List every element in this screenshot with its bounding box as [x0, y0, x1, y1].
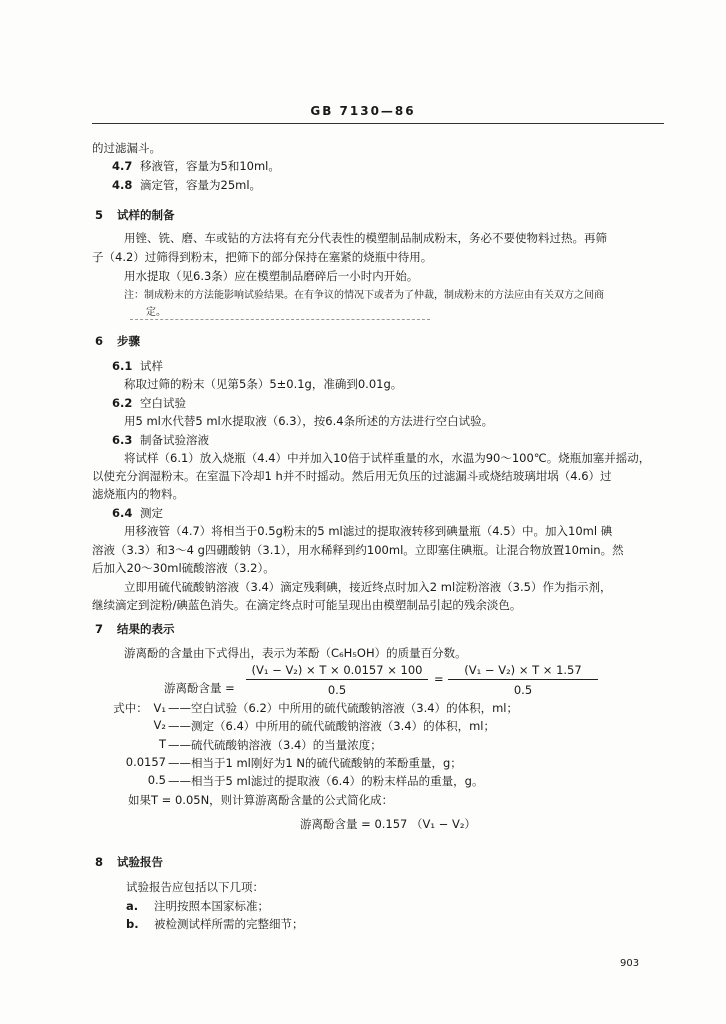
symbol: T — [158, 737, 166, 751]
paragraph-line: 试验报告应包括以下几项： — [126, 880, 264, 894]
symbol-definition: ——测定（6.4）中所用的硫代硫酸钠溶液（3.4）的体积，ml； — [168, 719, 495, 733]
formula-denominator: 0.5 — [513, 683, 533, 697]
list-item: b. 被检测试样所需的完整细节； — [126, 917, 304, 931]
page-number: 903 — [620, 958, 640, 969]
paragraph-line: 溶液（3.3）和3～4 g四硼酸钠（3.1），用水稀释到约100ml。立即塞住碘瓶。让混合物放置10min。然 — [92, 543, 624, 557]
note-divider — [130, 319, 430, 320]
paragraph-line: 滤烧瓶内的物料。 — [92, 487, 184, 501]
paragraph-line: 用5 ml水代替5 ml水提取液（6.3），按6.4条所述的方法进行空白试验。 — [124, 414, 494, 428]
symbol: 式中： V₁ — [113, 701, 166, 715]
paragraph-line: 如果T = 0.05N，则计算游离酚含量的公式简化成： — [128, 793, 394, 807]
section-5-heading: 5 试样的制备 — [95, 208, 175, 222]
section-6-1-heading: 6.1 试样 — [112, 359, 163, 373]
symbol-definition: ——相当于5 ml滤过的提取液（6.4）的粉末样品的重量，g。 — [168, 774, 484, 788]
paragraph-line: 继续滴定到淀粉/碘蓝色消失。在滴定终点时可能呈现出由模塑制品引起的残余淡色。 — [92, 598, 522, 612]
section-7-heading: 7 结果的表示 — [95, 622, 175, 636]
item-text: 移液管，容量为5和10ml。 — [140, 159, 280, 173]
formula-numerator: (V₁ − V₂) × T × 1.57 — [464, 663, 582, 677]
list-item: a. 注明按照本国家标准； — [126, 899, 269, 913]
paragraph-line: 将试样（6.1）放入烧瓶（4.4）中并加入10倍于试样重量的水，水温为90～100℃。烧瓶加塞并摇动， — [124, 451, 651, 465]
symbol-definition: ——相当于1 ml刚好为1 N的硫代硫酸钠的苯酚重量，g； — [168, 756, 462, 770]
section-6-3-heading: 6.3 制备试验溶液 — [112, 433, 209, 447]
formula-equals: = — [434, 672, 444, 686]
fraction-bar — [246, 679, 428, 680]
paragraph-line: 以使充分润湿粉末。在室温下冷却1 h并不时摇动。然后用无负压的过滤漏斗或烧结玻璃坩埚（4.6）过 — [92, 469, 612, 483]
symbol-definition: ——空白试验（6.2）中所用的硫代硫酸钠溶液（3.4）的体积，ml； — [168, 701, 518, 715]
section-6-2-heading: 6.2 空白试验 — [112, 396, 186, 410]
simplified-formula: 游离酚含量 = 0.157 （V₁ − V₂） — [300, 817, 476, 831]
item-4-8 — [112, 177, 261, 193]
continued-text: 的过滤漏斗。 — [92, 141, 161, 155]
paragraph-line: 后加入20～30ml硫酸溶液（3.2）。 — [92, 561, 275, 575]
symbol: V₂ — [153, 718, 166, 732]
formula-denominator: 0.5 — [327, 683, 347, 697]
section-8-heading: 8 试验报告 — [95, 855, 163, 869]
formula-lhs: 游离酚含量 = — [164, 681, 235, 695]
document-header: GB 7130—86 — [310, 104, 416, 118]
paragraph-line: 称取过筛的粉末（见第5条）5±0.1g，准确到0.01g。 — [124, 377, 403, 391]
paragraph-line: 游离酚的含量由下式得出，表示为苯酚（C₆H₅OH）的质量百分数。 — [124, 646, 467, 660]
paragraph-line: 用锉、铣、磨、车或钻的方法将有充分代表性的模塑制品制成粉末，务必不要使物料过热。再筛 — [124, 231, 607, 245]
header-rule — [92, 123, 664, 124]
paragraph-line: 子（4.2）过筛得到粉末，把筛下的部分保持在塞紧的烧瓶中待用。 — [92, 250, 433, 264]
symbol: 0.0157 — [125, 755, 166, 769]
paragraph-line: 立即用硫代硫酸钠溶液（3.4）滴定残剩碘，接近终点时加入2 ml淀粉溶液（3.5）作为指示剂， — [124, 580, 612, 594]
formula-numerator: (V₁ − V₂) × T × 0.0157 × 100 — [251, 663, 423, 677]
item-4-7 — [112, 158, 280, 174]
paragraph-line: 用移液管（4.7）将相当于0.5g粉末的5 ml滤过的提取液转移到碘量瓶（4.5）中。加入10ml 碘 — [124, 524, 613, 538]
paragraph-line: 用水提取（见6.3条）应在模塑制品磨碎后一小时内开始。 — [124, 269, 419, 283]
note-line: 定。 — [146, 307, 166, 318]
item-number: 4.7 — [112, 159, 133, 173]
symbol-definition: ——硫代硫酸钠溶液（3.4）的当量浓度； — [168, 738, 382, 752]
item-number: 4.8 — [112, 178, 133, 192]
item-text: 滴定管，容量为25ml。 — [140, 178, 262, 192]
fraction-bar — [448, 679, 598, 680]
note-line: 注：制成粉末的方法能影响试验结果。在有争议的情况下或者为了仲裁，制成粉末的方法应由有关双方之间商 — [124, 290, 604, 301]
section-6-4-heading: 6.4 测定 — [112, 506, 163, 520]
section-6-heading: 6 步骤 — [95, 334, 140, 348]
symbol: 0.5 — [147, 773, 166, 787]
